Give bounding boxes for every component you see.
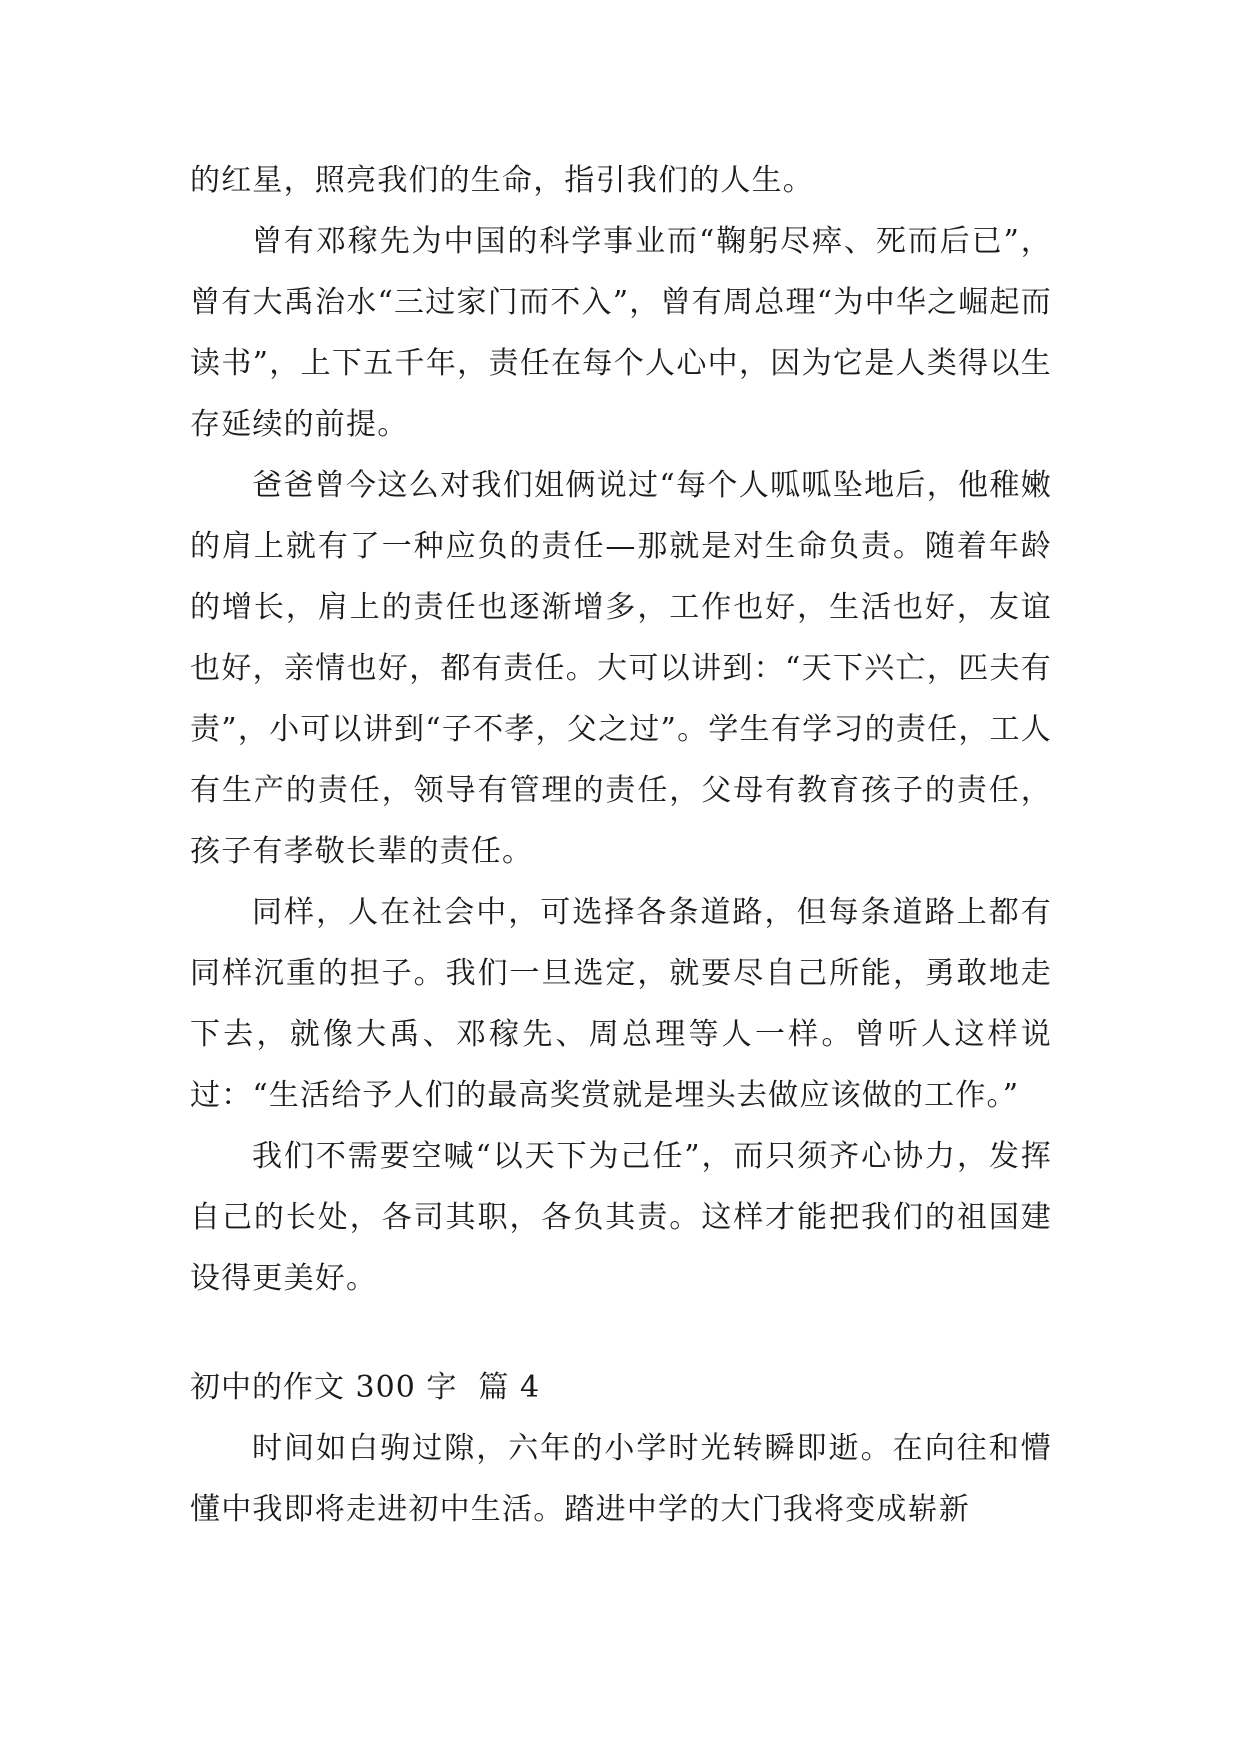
paragraph-5: 我们不需要空喊“以天下为己任”，而只须齐心协力，发挥自己的长处，各司其职，各负其责。这样才能把我们的祖国建设得更美好。 xyxy=(190,1139,1052,1296)
paragraph-1: 的红星，照亮我们的生命，指引我们的人生。 xyxy=(190,163,814,198)
section-heading-part: 篇 4 xyxy=(478,1370,541,1405)
document-page xyxy=(190,150,1052,1540)
paragraph-2: 曾有邓稼先为中国的科学事业而“鞠躬尽瘁、死而后已”，曾有大禹治水“三过家门而不入”，曾有周总理“为中华之崛起而读书”，上下五千年，责任在每个人心中，因为它是人类得以生存延续的前提。 xyxy=(190,224,1052,442)
section-heading xyxy=(190,1357,1052,1418)
section-heading-spacer xyxy=(457,1370,478,1405)
section-heading-title: 初中的作文 300 字 xyxy=(190,1370,458,1405)
paragraph-6: 时间如白驹过隙，六年的小学时光转瞬即逝。在向往和懵懂中我即将走进初中生活。踏进中学的大门我将变成崭新 xyxy=(190,1431,1052,1527)
paragraph-3: 爸爸曾今这么对我们姐俩说过“每个人呱呱坠地后，他稚嫩的肩上就有了一种应负的责任—那就是对生命负责。随着年龄的增长，肩上的责任也逐渐增多，工作也好，生活也好，友谊也好，亲情也好，都有责任。大可以讲到：“天下兴亡，匹夫有责”，小可以讲到“子不孝，父之过”。学生有学习的责任，工人有生产的责任，领导有管理的责任，父母有教育孩子的责任，孩子有孝敬长辈的责任。 xyxy=(190,468,1052,869)
paragraph-4: 同样，人在社会中，可选择各条道路，但每条道路上都有同样沉重的担子。我们一旦选定，就要尽自己所能，勇敢地走下去，就像大禹、邓稼先、周总理等人一样。曾听人这样说过：“生活给予人们的最高奖赏就是埋头去做应该做的工作。” xyxy=(190,895,1052,1113)
